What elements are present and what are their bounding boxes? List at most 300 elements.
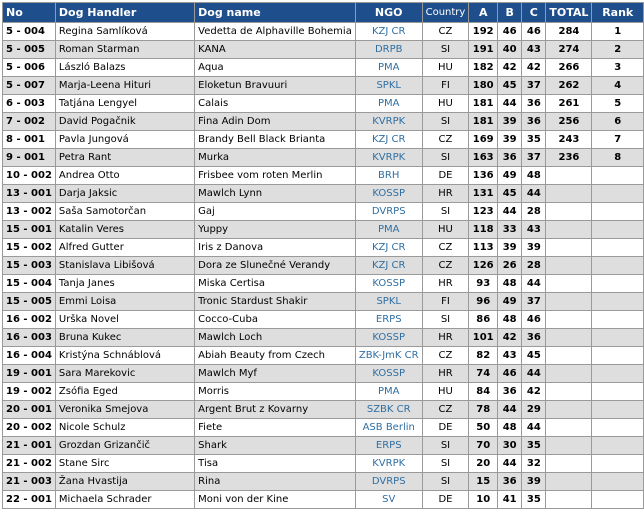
score-a-cell: 181 [469,95,498,113]
score-b-cell: 48 [498,419,522,437]
rank-cell [592,311,644,329]
table-row [3,455,644,473]
ngo-cell: KZJ CR [355,257,422,275]
score-b-cell: 44 [498,95,522,113]
score-b-cell: 45 [498,77,522,95]
dog-handler-cell: Bruna Kukec [55,329,194,347]
country-cell: HR [422,275,469,293]
dog-name-cell: KANA [195,41,356,59]
country-cell: SI [422,203,469,221]
row-number-cell: 15 - 004 [3,275,56,293]
table-row [3,491,644,509]
score-b-cell: 45 [498,185,522,203]
table-row [3,95,644,113]
score-a-cell: 74 [469,365,498,383]
dog-handler-cell: Saša Samotorčan [55,203,194,221]
ngo-cell: KVRPK [355,455,422,473]
rank-cell [592,473,644,491]
total-cell [546,185,592,203]
score-a-cell: 20 [469,455,498,473]
rank-cell [592,185,644,203]
row-number-cell: 19 - 002 [3,383,56,401]
dog-name-cell: Rina [195,473,356,491]
score-a-cell: 70 [469,437,498,455]
total-cell: 261 [546,95,592,113]
score-a-cell: 163 [469,149,498,167]
ngo-cell: PMA [355,221,422,239]
dog-handler-cell: Roman Starman [55,41,194,59]
country-cell: DE [422,167,469,185]
score-c-cell: 36 [522,95,546,113]
score-a-cell: 191 [469,41,498,59]
table-row [3,329,644,347]
dog-name-cell: Fiete [195,419,356,437]
total-cell: 274 [546,41,592,59]
score-c-cell: 42 [522,383,546,401]
dog-handler-cell: Stane Sirc [55,455,194,473]
ngo-cell: KOSSP [355,329,422,347]
dog-handler-cell: Darja Jaksic [55,185,194,203]
header-ngo: NGO [355,3,422,23]
row-number-cell: 15 - 005 [3,293,56,311]
score-b-cell: 26 [498,257,522,275]
score-c-cell: 46 [522,311,546,329]
score-a-cell: 50 [469,419,498,437]
dog-handler-cell: Pavla Jungová [55,131,194,149]
dog-handler-cell: Michaela Schrader [55,491,194,509]
table-row [3,401,644,419]
total-cell [546,203,592,221]
score-c-cell: 39 [522,239,546,257]
table-row [3,437,644,455]
ngo-cell: SZBK CR [355,401,422,419]
total-cell [546,473,592,491]
rank-cell: 3 [592,59,644,77]
country-cell: CZ [422,347,469,365]
row-number-cell: 5 - 007 [3,77,56,95]
dog-handler-cell: Katalin Veres [55,221,194,239]
score-a-cell: 82 [469,347,498,365]
score-b-cell: 41 [498,491,522,509]
total-cell [546,365,592,383]
table-row [3,149,644,167]
row-number-cell: 9 - 001 [3,149,56,167]
row-number-cell: 5 - 005 [3,41,56,59]
country-cell: DE [422,491,469,509]
score-c-cell: 29 [522,401,546,419]
dog-handler-cell: Sara Marekovic [55,365,194,383]
table-row [3,293,644,311]
total-cell [546,401,592,419]
score-b-cell: 36 [498,383,522,401]
score-c-cell: 35 [522,131,546,149]
rank-cell [592,365,644,383]
score-b-cell: 48 [498,311,522,329]
table-row [3,257,644,275]
rank-cell [592,455,644,473]
total-cell [546,221,592,239]
ngo-cell: DVRPS [355,203,422,221]
header-no: No [3,3,56,23]
table-row [3,203,644,221]
table-row [3,239,644,257]
score-b-cell: 46 [498,23,522,41]
country-cell: HU [422,221,469,239]
score-b-cell: 43 [498,347,522,365]
row-number-cell: 22 - 001 [3,491,56,509]
row-number-cell: 19 - 001 [3,365,56,383]
ngo-cell: BRH [355,167,422,185]
score-b-cell: 44 [498,401,522,419]
table-row [3,23,644,41]
score-a-cell: 84 [469,383,498,401]
country-cell: CZ [422,23,469,41]
ngo-cell: ERPS [355,437,422,455]
score-a-cell: 118 [469,221,498,239]
row-number-cell: 5 - 004 [3,23,56,41]
country-cell: SI [422,437,469,455]
row-number-cell: 5 - 006 [3,59,56,77]
dog-name-cell: Morris [195,383,356,401]
table-row [3,131,644,149]
score-a-cell: 78 [469,401,498,419]
score-b-cell: 46 [498,365,522,383]
row-number-cell: 7 - 002 [3,113,56,131]
score-a-cell: 192 [469,23,498,41]
country-cell: SI [422,473,469,491]
score-c-cell: 44 [522,185,546,203]
header-dog-handler: Dog Handler [55,3,194,23]
ngo-cell: SV [355,491,422,509]
header-total: TOTAL [546,3,592,23]
rank-cell: 8 [592,149,644,167]
score-c-cell: 36 [522,329,546,347]
rank-cell: 4 [592,77,644,95]
dog-handler-cell: Nicole Schulz [55,419,194,437]
total-cell: 243 [546,131,592,149]
score-a-cell: 180 [469,77,498,95]
rank-cell [592,401,644,419]
dog-name-cell: Calais [195,95,356,113]
dog-name-cell: Mawlch Loch [195,329,356,347]
score-c-cell: 43 [522,41,546,59]
dog-name-cell: Mawlch Myf [195,365,356,383]
score-b-cell: 39 [498,131,522,149]
score-b-cell: 49 [498,167,522,185]
dog-handler-cell: Zsófia Eged [55,383,194,401]
score-b-cell: 30 [498,437,522,455]
results-table-container [2,2,644,509]
table-row [3,77,644,95]
table-row [3,419,644,437]
dog-name-cell: Dora ze Slunečné Verandy [195,257,356,275]
score-c-cell: 39 [522,473,546,491]
score-a-cell: 10 [469,491,498,509]
row-number-cell: 16 - 003 [3,329,56,347]
total-cell: 284 [546,23,592,41]
rank-cell [592,419,644,437]
rank-cell: 5 [592,95,644,113]
dog-handler-cell: László Balazs [55,59,194,77]
dog-handler-cell: David Pogačnik [55,113,194,131]
score-c-cell: 37 [522,293,546,311]
score-a-cell: 96 [469,293,498,311]
row-number-cell: 21 - 002 [3,455,56,473]
score-b-cell: 40 [498,41,522,59]
country-cell: CZ [422,131,469,149]
score-b-cell: 44 [498,455,522,473]
table-row [3,473,644,491]
score-c-cell: 42 [522,59,546,77]
ngo-cell: ASB Berlin [355,419,422,437]
score-c-cell: 32 [522,455,546,473]
dog-handler-cell: Regina Samlíková [55,23,194,41]
row-number-cell: 10 - 002 [3,167,56,185]
total-cell [546,275,592,293]
dog-handler-cell: Tanja Janes [55,275,194,293]
score-a-cell: 123 [469,203,498,221]
header-row [3,3,644,23]
table-row [3,311,644,329]
total-cell [546,311,592,329]
dog-handler-cell: Alfred Gutter [55,239,194,257]
country-cell: SI [422,311,469,329]
score-a-cell: 86 [469,311,498,329]
country-cell: FI [422,77,469,95]
ngo-cell: PMA [355,383,422,401]
country-cell: FI [422,293,469,311]
dog-name-cell: Abiah Beauty from Czech [195,347,356,365]
country-cell: CZ [422,401,469,419]
score-c-cell: 36 [522,113,546,131]
country-cell: CZ [422,257,469,275]
dog-name-cell: Iris z Danova [195,239,356,257]
country-cell: HU [422,383,469,401]
ngo-cell: KVRPK [355,113,422,131]
score-b-cell: 39 [498,113,522,131]
header-rank: Rank [592,3,644,23]
score-c-cell: 35 [522,437,546,455]
row-number-cell: 13 - 001 [3,185,56,203]
score-b-cell: 48 [498,275,522,293]
score-c-cell: 44 [522,365,546,383]
total-cell: 266 [546,59,592,77]
ngo-cell: KOSSP [355,365,422,383]
rank-cell [592,239,644,257]
results-table-body [3,23,644,509]
ngo-cell: PMA [355,95,422,113]
score-a-cell: 126 [469,257,498,275]
dog-name-cell: Mawlch Lynn [195,185,356,203]
header-country: Country [422,3,469,23]
rank-cell [592,203,644,221]
score-a-cell: 182 [469,59,498,77]
dog-name-cell: Vedetta de Alphaville Bohemia [195,23,356,41]
score-c-cell: 43 [522,221,546,239]
score-a-cell: 169 [469,131,498,149]
row-number-cell: 20 - 001 [3,401,56,419]
dog-handler-cell: Kristýna Schnáblová [55,347,194,365]
rank-cell [592,293,644,311]
dog-name-cell: Shark [195,437,356,455]
rank-cell [592,383,644,401]
dog-handler-cell: Žana Hvastija [55,473,194,491]
score-b-cell: 42 [498,59,522,77]
score-c-cell: 28 [522,203,546,221]
ngo-cell: ZBK-JmK CR [355,347,422,365]
country-cell: HR [422,329,469,347]
score-a-cell: 15 [469,473,498,491]
total-cell [546,347,592,365]
dog-handler-cell: Petra Rant [55,149,194,167]
table-row [3,59,644,77]
row-number-cell: 8 - 001 [3,131,56,149]
dog-name-cell: Gaj [195,203,356,221]
country-cell: HU [422,95,469,113]
dog-handler-cell: Urška Novel [55,311,194,329]
dog-handler-cell: Marja-Leena Hituri [55,77,194,95]
results-table [2,2,644,509]
ngo-cell: KZJ CR [355,239,422,257]
table-row [3,347,644,365]
row-number-cell: 21 - 003 [3,473,56,491]
rank-cell [592,437,644,455]
dog-name-cell: Moni von der Kine [195,491,356,509]
header-c: C [522,3,546,23]
rank-cell [592,221,644,239]
table-row [3,41,644,59]
row-number-cell: 6 - 003 [3,95,56,113]
total-cell [546,455,592,473]
ngo-cell: DRPB [355,41,422,59]
country-cell: HR [422,365,469,383]
country-cell: HU [422,59,469,77]
country-cell: SI [422,113,469,131]
score-b-cell: 33 [498,221,522,239]
dog-name-cell: Argent Brut z Kovarny [195,401,356,419]
ngo-cell: KVRPK [355,149,422,167]
rank-cell: 6 [592,113,644,131]
country-cell: DE [422,419,469,437]
dog-name-cell: Murka [195,149,356,167]
rank-cell [592,275,644,293]
dog-name-cell: Frisbee vom roten Merlin [195,167,356,185]
score-a-cell: 131 [469,185,498,203]
row-number-cell: 21 - 001 [3,437,56,455]
row-number-cell: 15 - 003 [3,257,56,275]
table-row [3,275,644,293]
rank-cell: 1 [592,23,644,41]
score-b-cell: 39 [498,239,522,257]
total-cell [546,293,592,311]
score-a-cell: 181 [469,113,498,131]
dog-name-cell: Miska Certisa [195,275,356,293]
total-cell: 262 [546,77,592,95]
table-row [3,383,644,401]
rank-cell: 2 [592,41,644,59]
score-c-cell: 44 [522,419,546,437]
score-b-cell: 49 [498,293,522,311]
ngo-cell: KZJ CR [355,23,422,41]
score-b-cell: 42 [498,329,522,347]
rank-cell [592,491,644,509]
country-cell: SI [422,149,469,167]
row-number-cell: 15 - 002 [3,239,56,257]
table-row [3,167,644,185]
score-c-cell: 46 [522,23,546,41]
ngo-cell: KZJ CR [355,131,422,149]
ngo-cell: DVRPS [355,473,422,491]
dog-name-cell: Aqua [195,59,356,77]
score-a-cell: 136 [469,167,498,185]
dog-name-cell: Brandy Bell Black Brianta [195,131,356,149]
header-b: B [498,3,522,23]
row-number-cell: 20 - 002 [3,419,56,437]
score-c-cell: 44 [522,275,546,293]
score-b-cell: 36 [498,149,522,167]
total-cell [546,239,592,257]
row-number-cell: 16 - 004 [3,347,56,365]
header-dog-name: Dog name [195,3,356,23]
dog-name-cell: Tisa [195,455,356,473]
score-c-cell: 48 [522,167,546,185]
dog-handler-cell: Tatjána Lengyel [55,95,194,113]
country-cell: HR [422,185,469,203]
row-number-cell: 16 - 002 [3,311,56,329]
dog-handler-cell: Grozdan Grizančič [55,437,194,455]
country-cell: SI [422,455,469,473]
total-cell [546,491,592,509]
total-cell [546,329,592,347]
score-c-cell: 37 [522,149,546,167]
score-c-cell: 28 [522,257,546,275]
total-cell [546,419,592,437]
score-c-cell: 37 [522,77,546,95]
dog-name-cell: Tronic Stardust Shakir [195,293,356,311]
rank-cell [592,167,644,185]
header-a: A [469,3,498,23]
dog-name-cell: Fina Adin Dom [195,113,356,131]
ngo-cell: ERPS [355,311,422,329]
dog-name-cell: Yuppy [195,221,356,239]
dog-name-cell: Eloketun Bravuuri [195,77,356,95]
ngo-cell: KOSSP [355,185,422,203]
dog-handler-cell: Veronika Smejova [55,401,194,419]
table-row [3,221,644,239]
dog-handler-cell: Stanislava Libišová [55,257,194,275]
ngo-cell: KOSSP [355,275,422,293]
total-cell [546,437,592,455]
score-b-cell: 44 [498,203,522,221]
rank-cell [592,347,644,365]
score-b-cell: 36 [498,473,522,491]
total-cell: 256 [546,113,592,131]
ngo-cell: SPKL [355,293,422,311]
dog-handler-cell: Emmi Loisa [55,293,194,311]
dog-name-cell: Cocco-Cuba [195,311,356,329]
table-row [3,365,644,383]
score-c-cell: 35 [522,491,546,509]
rank-cell [592,329,644,347]
ngo-cell: PMA [355,59,422,77]
total-cell [546,257,592,275]
country-cell: CZ [422,239,469,257]
table-row [3,185,644,203]
row-number-cell: 13 - 002 [3,203,56,221]
rank-cell [592,257,644,275]
score-a-cell: 101 [469,329,498,347]
country-cell: SI [422,41,469,59]
